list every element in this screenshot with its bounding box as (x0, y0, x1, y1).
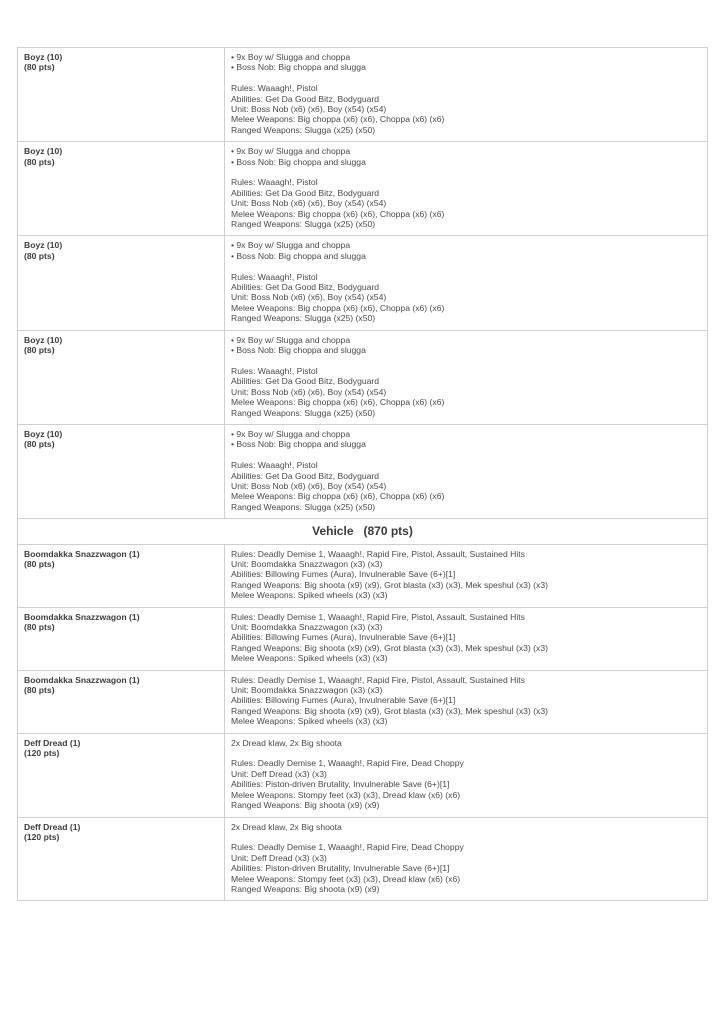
unit-rule-line: Unit: Boss Nob (x6) (x6), Boy (x54) (x54) (231, 198, 387, 209)
unit-wargear-item: • Boss Nob: Big choppa and slugga (231, 250, 366, 261)
unit-name-cell (18, 670, 225, 733)
unit-rule-line: Ranged Weapons: Big shoota (x9) (x9) (231, 883, 380, 894)
unit-row (18, 142, 708, 236)
unit-wargear-item: • 9x Boy w/ Slugga and choppa (231, 428, 351, 439)
unit-name: Boomdakka Snazzwagon (1) (24, 548, 140, 559)
unit-name: Boomdakka Snazzwagon (1) (24, 611, 140, 622)
unit-wargear-item: • 9x Boy w/ Slugga and choppa (231, 52, 351, 62)
unit-rule-line: Melee Weapons: Spiked wheels (x3) (x3) (231, 716, 388, 727)
unit-name-cell (18, 733, 225, 817)
spacer (231, 167, 701, 177)
unit-name-cell (18, 330, 225, 424)
unit-rule-line: Ranged Weapons: Big shoota (x9) (x9) (231, 800, 380, 811)
unit-rule-line: Melee Weapons: Stompy feet (x3) (x3), Dread klaw (x6) (x6) (231, 789, 461, 800)
unit-rule-line: Abilities: Piston-driven Brutality, Invulnerable Save (6+)[1] (231, 779, 450, 790)
unit-rule-line: Rules: Waaagh!, Pistol (231, 83, 318, 94)
unit-details-cell (225, 607, 708, 670)
spacer (231, 356, 701, 366)
unit-wargear-item: 2x Dread klaw, 2x Big shoota (231, 821, 342, 832)
spacer (231, 450, 701, 460)
unit-rule-line: Ranged Weapons: Slugga (x25) (x50) (231, 313, 376, 324)
unit-rule-line: Rules: Waaagh!, Pistol (231, 365, 318, 376)
unit-row (18, 48, 708, 142)
unit-details-cell (225, 817, 708, 901)
unit-wargear-item: • Boss Nob: Big choppa and slugga (231, 439, 366, 450)
spacer (231, 73, 701, 83)
unit-rule-line: Unit: Boss Nob (x6) (x6), Boy (x54) (x54) (231, 480, 387, 491)
unit-row (18, 607, 708, 670)
unit-name: Deff Dread (1) (24, 821, 81, 832)
unit-rule-line: Ranged Weapons: Slugga (x25) (x50) (231, 124, 376, 135)
unit-rule-line: Unit: Boomdakka Snazzwagon (x3) (x3) (231, 558, 383, 569)
unit-row (18, 817, 708, 901)
unit-rule-line: Abilities: Piston-driven Brutality, Invulnerable Save (6+)[1] (231, 863, 450, 874)
unit-points: (80 pts) (24, 558, 55, 569)
unit-points: (80 pts) (24, 250, 55, 261)
unit-rule-line: Unit: Boss Nob (x6) (x6), Boy (x54) (x54) (231, 104, 387, 115)
unit-rule-line: Ranged Weapons: Slugga (x25) (x50) (231, 501, 376, 512)
unit-rule-line: Melee Weapons: Big choppa (x6) (x6), Choppa (x6) (x6) (231, 302, 445, 313)
unit-rule-line: Abilities: Get Da Good Bitz, Bodyguard (231, 282, 380, 293)
unit-details-cell (225, 424, 708, 518)
unit-rule-line: Melee Weapons: Stompy feet (x3) (x3), Dread klaw (x6) (x6) (231, 873, 461, 884)
unit-details-cell (225, 670, 708, 733)
spacer (231, 261, 701, 271)
unit-name: Boyz (10) (24, 240, 63, 251)
unit-rule-line: Melee Weapons: Big choppa (x6) (x6), Choppa (x6) (x6) (231, 491, 445, 502)
unit-rule-line: Abilities: Billowing Fumes (Aura), Invulnerable Save (6+)[1] (231, 632, 456, 643)
section-header (18, 519, 708, 544)
unit-rule-line: Melee Weapons: Spiked wheels (x3) (x3) (231, 653, 388, 664)
unit-rule-line: Rules: Deadly Demise 1, Waaagh!, Rapid Fire, Dead Choppy (231, 842, 464, 853)
roster-table (17, 47, 708, 901)
unit-rule-line: Abilities: Get Da Good Bitz, Bodyguard (231, 470, 380, 481)
unit-name: Boyz (10) (24, 146, 63, 157)
unit-rule-line: Abilities: Billowing Fumes (Aura), Invulnerable Save (6+)[1] (231, 569, 456, 580)
unit-name: Deff Dread (1) (24, 737, 81, 748)
unit-name: Boomdakka Snazzwagon (1) (24, 674, 140, 685)
unit-points: (80 pts) (24, 345, 55, 356)
unit-rule-line: Unit: Boomdakka Snazzwagon (x3) (x3) (231, 685, 383, 696)
unit-points: (80 pts) (24, 685, 55, 696)
unit-details-cell (225, 236, 708, 330)
unit-rule-line: Unit: Deff Dread (x3) (x3) (231, 768, 327, 779)
unit-rule-line: Rules: Deadly Demise 1, Waaagh!, Rapid Fire, Dead Choppy (231, 758, 464, 769)
unit-rule-line: Rules: Deadly Demise 1, Waaagh!, Rapid Fire, Pistol, Assault, Sustained Hits (231, 548, 525, 559)
unit-points: (80 pts) (24, 439, 55, 450)
unit-name: Boyz (10) (24, 428, 63, 439)
unit-wargear-item: • Boss Nob: Big choppa and slugga (231, 156, 366, 167)
unit-points: (80 pts) (24, 156, 55, 167)
unit-details-cell (225, 544, 708, 607)
unit-name-cell (18, 236, 225, 330)
section-points: (870 pts) (363, 524, 413, 539)
unit-rule-line: Rules: Waaagh!, Pistol (231, 177, 318, 188)
unit-details-cell (225, 48, 708, 142)
unit-wargear-item: • Boss Nob: Big choppa and slugga (231, 62, 366, 73)
unit-rule-line: Rules: Deadly Demise 1, Waaagh!, Rapid Fire, Pistol, Assault, Sustained Hits (231, 611, 525, 622)
unit-rule-line: Ranged Weapons: Big shoota (x9) (x9), Grot blasta (x3) (x3), Mek speshul (x3) (x3) (231, 705, 548, 716)
unit-rule-line: Abilities: Billowing Fumes (Aura), Invulnerable Save (6+)[1] (231, 695, 456, 706)
unit-wargear-item: • 9x Boy w/ Slugga and choppa (231, 334, 351, 345)
unit-points: (80 pts) (24, 62, 55, 73)
roster-body (18, 48, 708, 901)
spacer (231, 748, 701, 758)
unit-rule-line: Melee Weapons: Big choppa (x6) (x6), Choppa (x6) (x6) (231, 397, 445, 408)
unit-rule-line: Unit: Boss Nob (x6) (x6), Boy (x54) (x54) (231, 386, 387, 397)
unit-rule-line: Unit: Boomdakka Snazzwagon (x3) (x3) (231, 622, 383, 633)
unit-name-cell (18, 817, 225, 901)
unit-rule-line: Abilities: Get Da Good Bitz, Bodyguard (231, 376, 380, 387)
unit-rule-line: Unit: Boss Nob (x6) (x6), Boy (x54) (x54) (231, 292, 387, 303)
unit-rule-line: Melee Weapons: Big choppa (x6) (x6), Choppa (x6) (x6) (231, 114, 445, 125)
unit-row (18, 236, 708, 330)
unit-row (18, 330, 708, 424)
unit-wargear-item: • 9x Boy w/ Slugga and choppa (231, 146, 351, 157)
spacer (231, 832, 701, 842)
unit-rule-line: Ranged Weapons: Big shoota (x9) (x9), Grot blasta (x3) (x3), Mek speshul (x3) (x3) (231, 642, 548, 653)
unit-row (18, 733, 708, 817)
unit-row (18, 544, 708, 607)
unit-rule-line: Rules: Waaagh!, Pistol (231, 271, 318, 282)
unit-row (18, 670, 708, 733)
unit-rule-line: Ranged Weapons: Slugga (x25) (x50) (231, 407, 376, 418)
unit-rule-line: Rules: Deadly Demise 1, Waaagh!, Rapid Fire, Pistol, Assault, Sustained Hits (231, 674, 525, 685)
unit-wargear-item: • 9x Boy w/ Slugga and choppa (231, 240, 351, 251)
unit-name-cell (18, 544, 225, 607)
unit-rule-line: Ranged Weapons: Big shoota (x9) (x9), Grot blasta (x3) (x3), Mek speshul (x3) (x3) (231, 579, 548, 590)
unit-points: (120 pts) (24, 748, 60, 759)
unit-wargear-item: 2x Dread klaw, 2x Big shoota (231, 737, 342, 748)
unit-name: Boyz (10) (24, 334, 63, 345)
unit-wargear-item: • Boss Nob: Big choppa and slugga (231, 345, 366, 356)
unit-details-cell (225, 733, 708, 817)
unit-name-cell (18, 142, 225, 236)
unit-name: Boyz (10) (24, 52, 63, 62)
unit-row (18, 424, 708, 518)
unit-points: (120 pts) (24, 831, 60, 842)
section-title: Vehicle (312, 524, 354, 539)
unit-rule-line: Ranged Weapons: Slugga (x25) (x50) (231, 219, 376, 230)
unit-rule-line: Melee Weapons: Big choppa (x6) (x6), Choppa (x6) (x6) (231, 208, 445, 219)
unit-rule-line: Melee Weapons: Spiked wheels (x3) (x3) (231, 590, 388, 601)
unit-points: (80 pts) (24, 622, 55, 633)
unit-name-cell (18, 607, 225, 670)
section-header-row (18, 519, 708, 544)
unit-name-cell (18, 424, 225, 518)
unit-rule-line: Abilities: Get Da Good Bitz, Bodyguard (231, 187, 380, 198)
unit-name-cell (18, 48, 225, 142)
unit-details-cell (225, 330, 708, 424)
unit-rule-line: Unit: Deff Dread (x3) (x3) (231, 852, 327, 863)
unit-rule-line: Abilities: Get Da Good Bitz, Bodyguard (231, 93, 380, 104)
unit-details-cell (225, 142, 708, 236)
unit-rule-line: Rules: Waaagh!, Pistol (231, 460, 318, 471)
